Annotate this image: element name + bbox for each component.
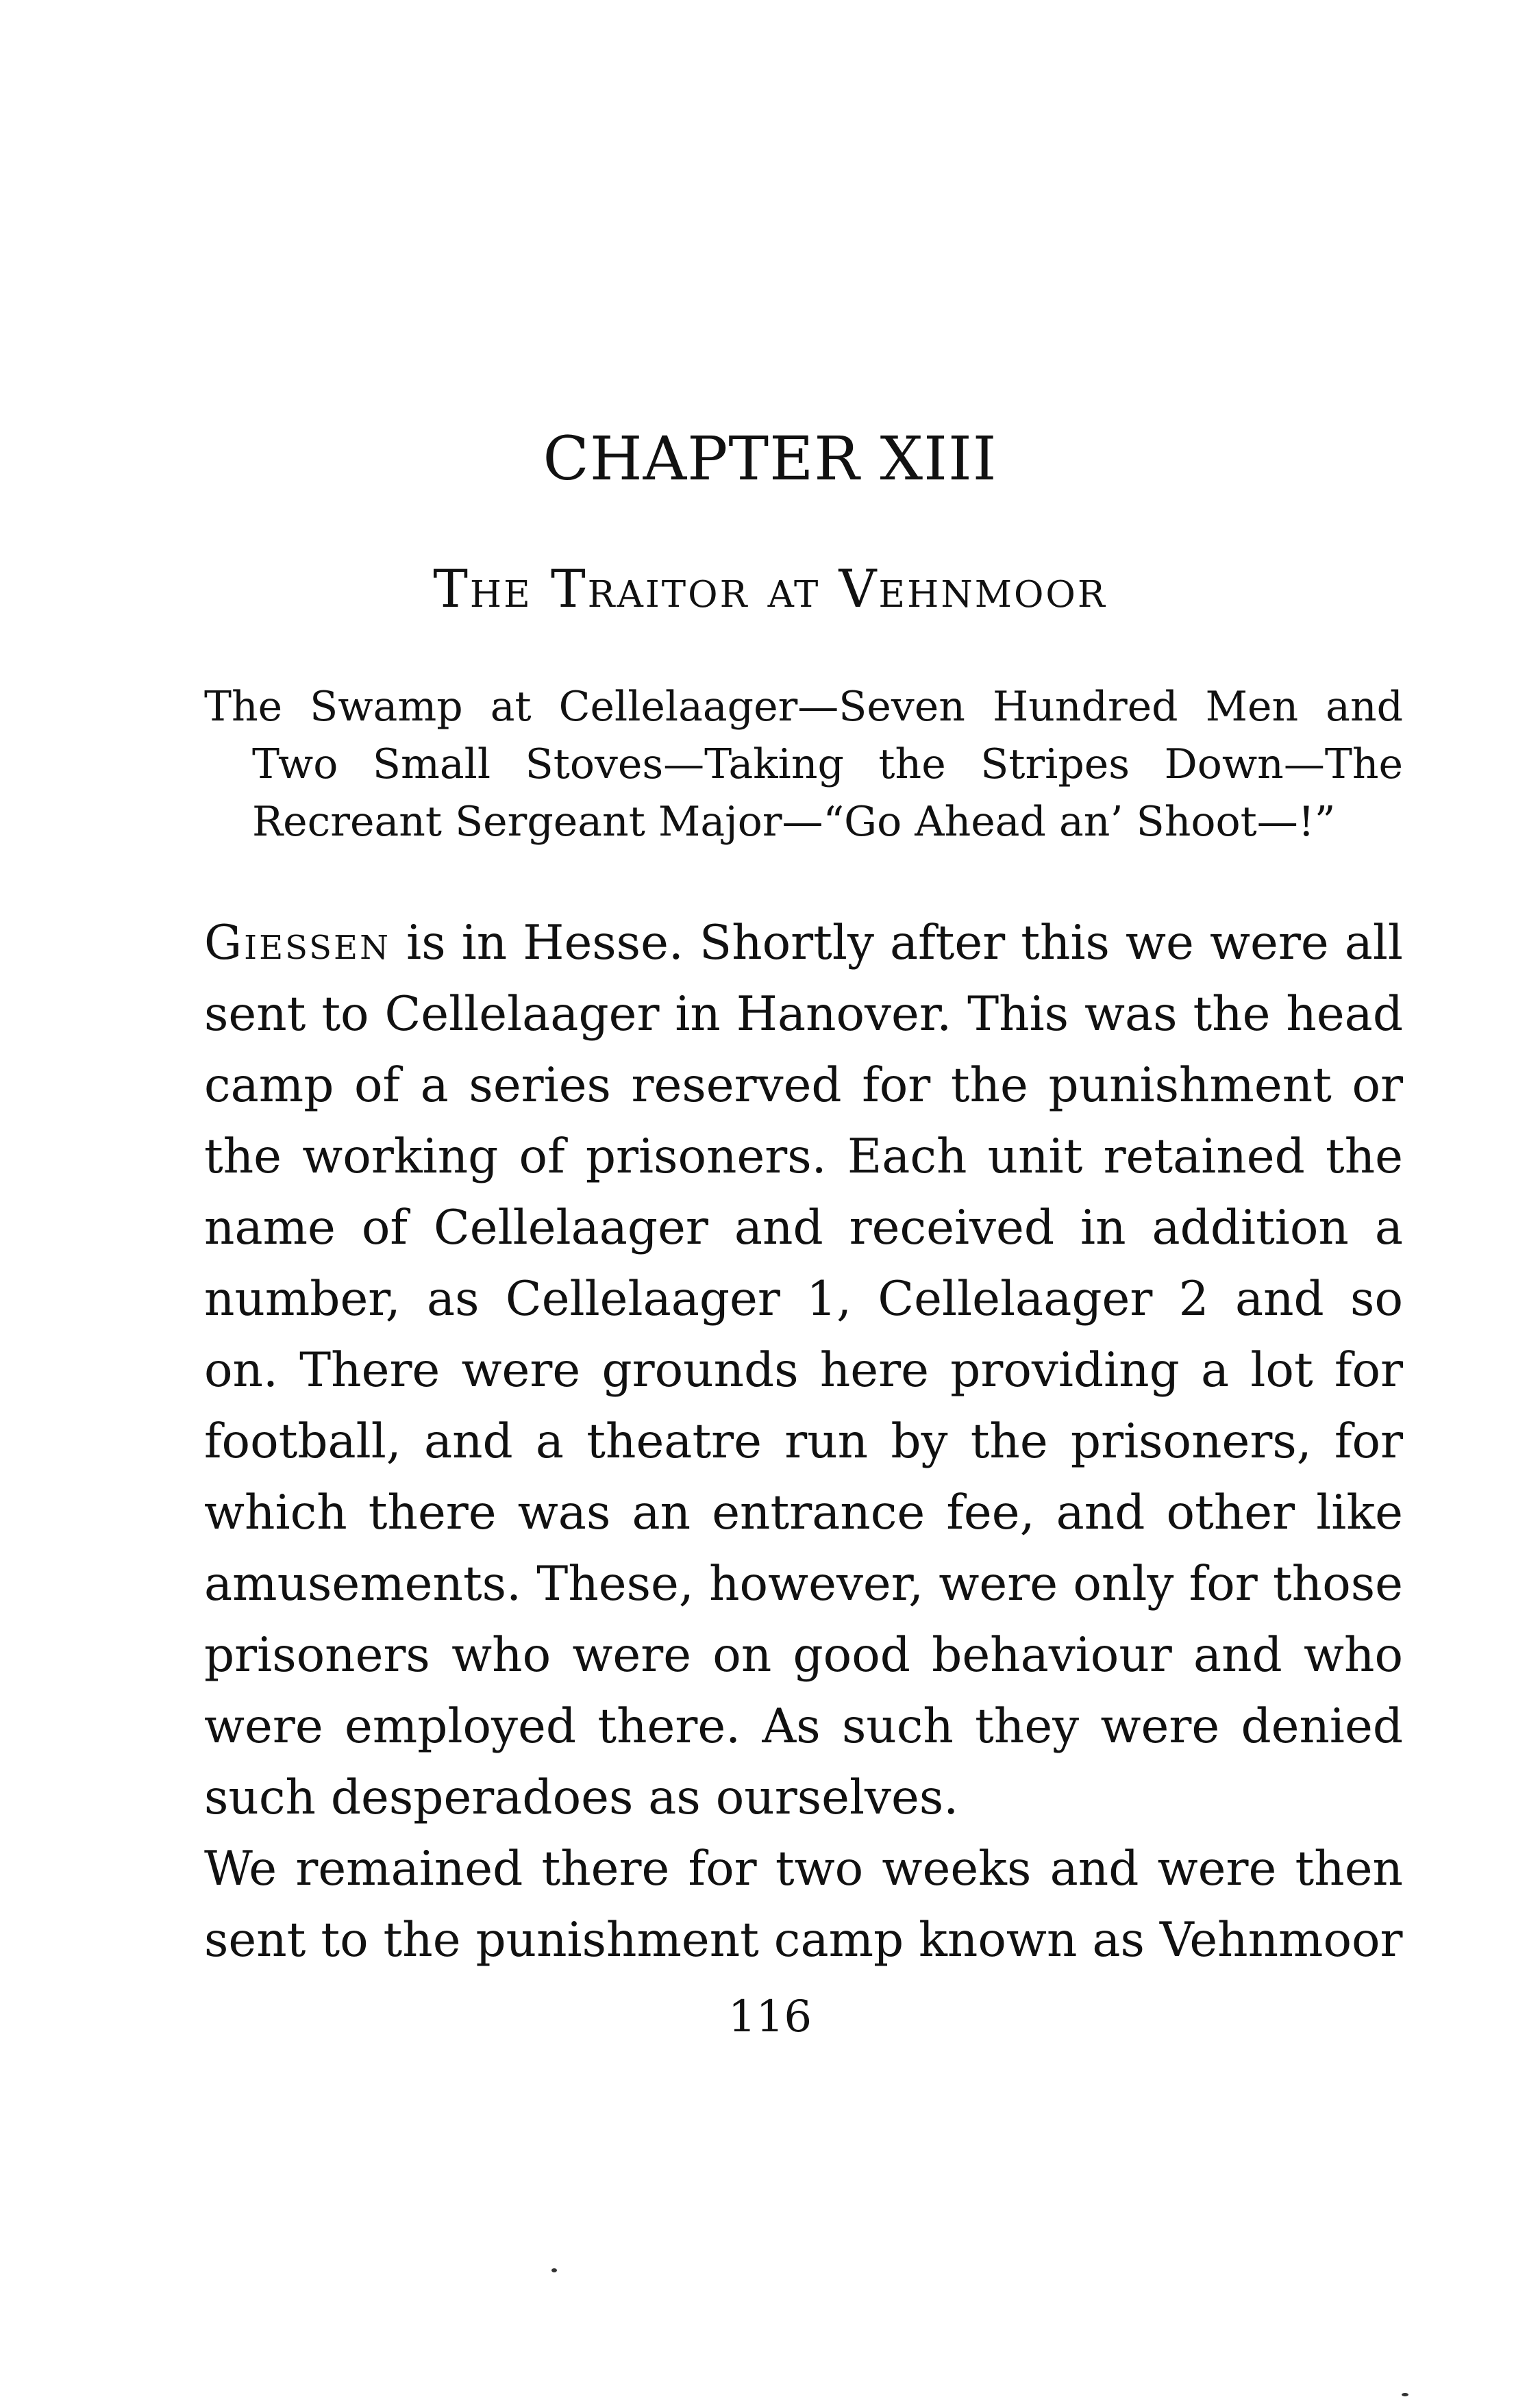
paragraph-1-text: is in Hesse. Shortly after this we were all sent to Cellelaager in Hanover. This was the head camp of a series reserved for the punishment or the working of prisoners. Each unit retained the name of Cellelaager and received in addition a number, as Cellelaager 1, Cellelaager 2 and so on. There were grounds here providing a lot for football, and a theatre run by the prisoners, for which there was an entrance fee, and other like amusements. These, however, were only for those prisoners who were on good behaviour and who were employed there. As such they were denied such desperadoes as ourselves.: [204, 916, 1403, 1825]
chapter-synopsis: The Swamp at Cellelaager—Seven Hundred Men and Two Small Stoves—Taking the Stripes Down—The Recreant Sergeant Major—“Go Ahead an’ Shoot—!”: [204, 683, 1403, 846]
chapter-subtitle: The Traitor at Vehnmoor: [433, 558, 1107, 619]
ink-speck: [1402, 2393, 1408, 2396]
paragraph-1: [204, 907, 1403, 1833]
page-number: 116: [728, 1992, 812, 2042]
paragraph-1-lead-word: Giessen: [204, 916, 391, 970]
paragraph-2: We remained there for two weeks and were then sent to the punishment camp known as Vehnmoor: [204, 1842, 1403, 1968]
chapter-title: CHAPTER XIII: [543, 423, 997, 494]
body-text: [204, 907, 1403, 1976]
ink-speck: [551, 2268, 557, 2272]
